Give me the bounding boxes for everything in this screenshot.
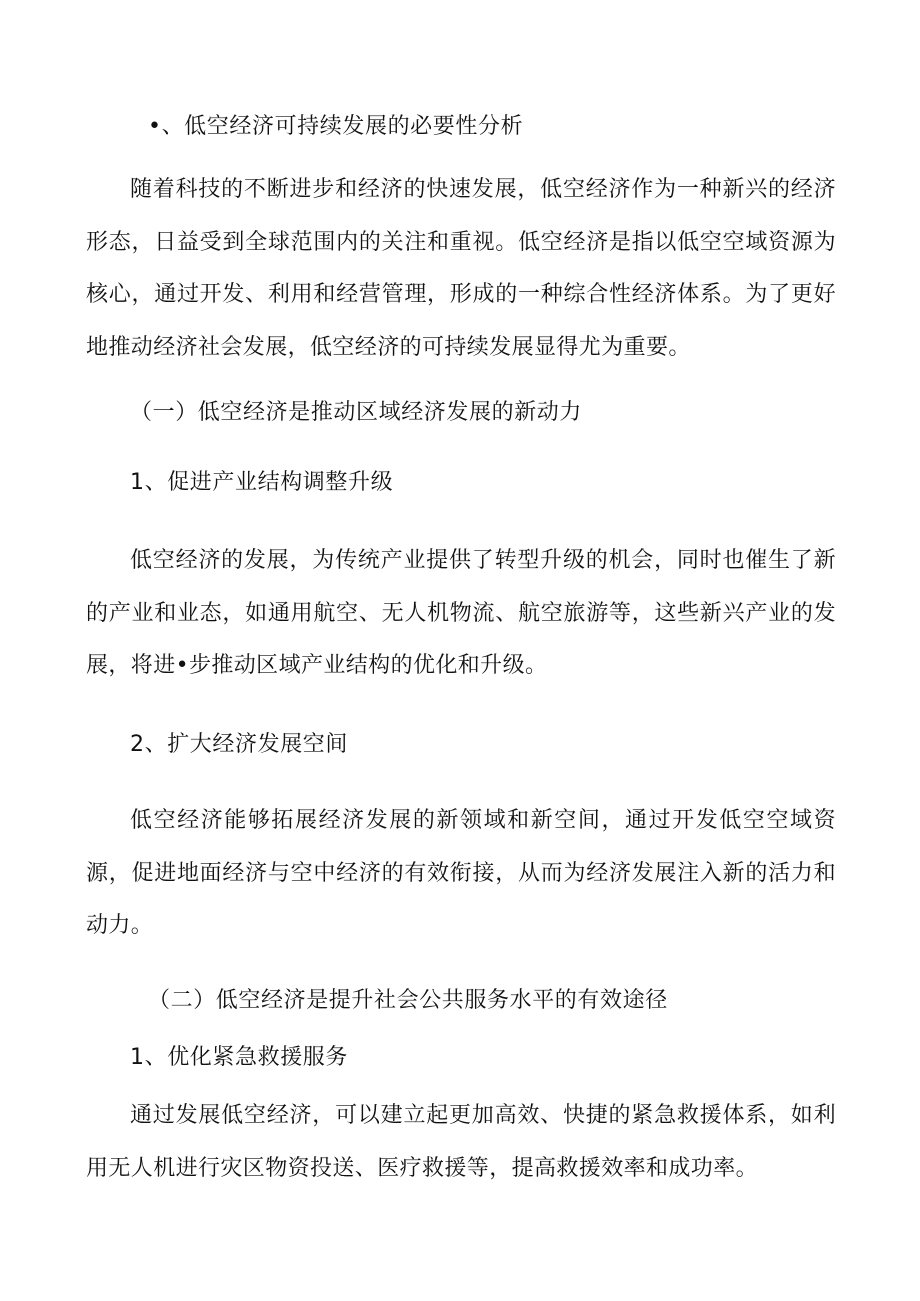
subsection-1-item-1-heading <box>130 468 393 498</box>
item-number: 2 <box>130 732 145 757</box>
subsection-1-item-2-heading <box>130 730 348 760</box>
subsection-1-title: （一）低空经济是推动区域经济发展的新动力 <box>130 400 583 425</box>
item-title: 、扩大经济发展空间 <box>144 732 349 757</box>
subsection-2-item-1-paragraph: 通过发展低空经济，可以建立起更加高效、快捷的紧急救援体系，如利用无人机进行灾区物资投送、医疗救援等，提高救援效率和成功率。 <box>86 1103 836 1181</box>
item-title: 、促进产业结构调整升级 <box>144 470 394 495</box>
item-title: 、优化紧急救援服务 <box>144 1045 349 1070</box>
subsection-2-item-1-heading <box>130 1043 348 1073</box>
item-number: 1 <box>130 1045 145 1070</box>
intro-paragraph: 随着科技的不断进步和经济的快速发展，低空经济作为一种新兴的经济形态，日益受到全球范围内的关注和重视。低空经济是指以低空空域资源为核心，通过开发、利用和经营管理，形成的一种综合性经济体系。为了更好地推动经济社会发展，低空经济的可持续发展显得尤为重要。 <box>86 177 836 360</box>
subsection-1-item-2-paragraph: 低空经济能够拓展经济发展的新领域和新空间，通过开发低空空域资源，促进地面经济与空中经济的有效衔接，从而为经济发展注入新的活力和动力。 <box>86 808 836 938</box>
subsection-2-title: （二）低空经济是提升社会公共服务水平的有效途径 <box>148 988 668 1013</box>
item-number: 1 <box>130 470 145 495</box>
subsection-1-item-1-paragraph: 低空经济的发展，为传统产业提供了转型升级的机会，同时也催生了新的产业和业态，如通用航空、无人机物流、航空旅游等，这些新兴产业的发展，将进•步推动区域产业结构的优化和升级。 <box>86 548 836 678</box>
section-title: •、低空经济可持续发展的必要性分析 <box>148 114 524 139</box>
